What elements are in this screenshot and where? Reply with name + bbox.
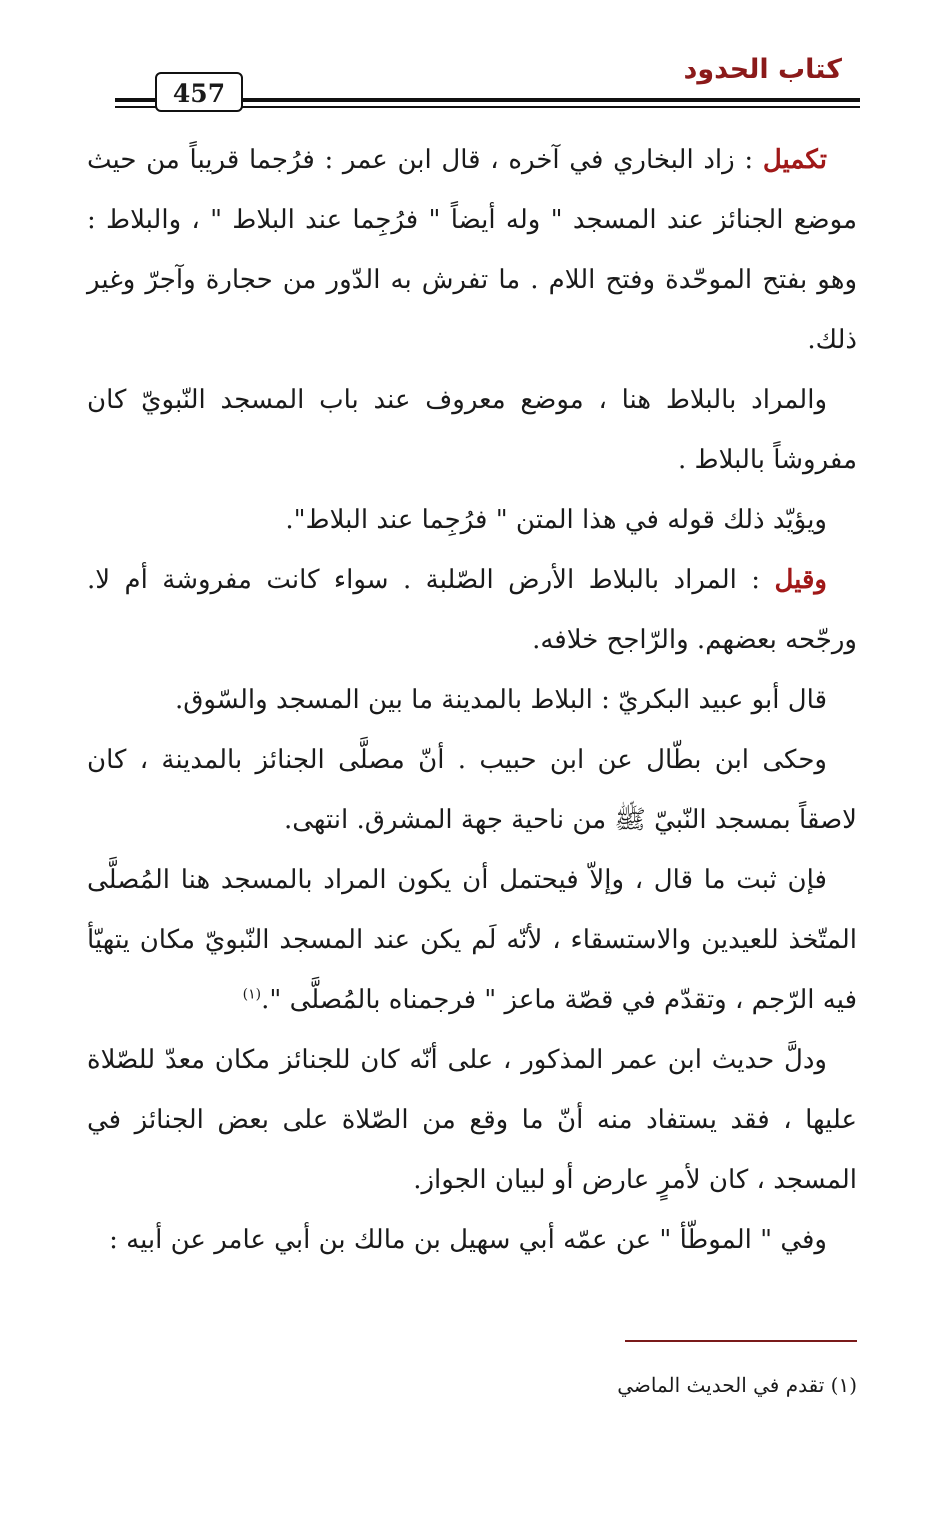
paragraph-text: : زاد البخاري في آخره ، قال ابن عمر : فرُجما قريباً من حيث موضع الجنائز عند المسجد " وله أيضاً " فرُجِما عند البلاط " ، والبلاط : وهو بفتح الموحّدة وفتح اللام . ما تفرش به الدّور من حجارة وآجرّ وغير ذلك. bbox=[87, 145, 857, 355]
paragraph bbox=[87, 550, 857, 670]
footnote-marker[interactable]: (١) bbox=[242, 986, 262, 1003]
paragraph-label: تكميل bbox=[762, 145, 827, 175]
paragraph bbox=[87, 670, 857, 730]
paragraph-text: وحكى ابن بطّال عن ابن حبيب . أنّ مصلَّى الجنائز بالمدينة ، كان لاصقاً بمسجد النّبيّ ﷺ من ناحية جهة المشرق. انتهى. bbox=[87, 745, 857, 835]
paragraph bbox=[87, 850, 857, 1030]
paragraph-text: قال أبو عبيد البكريّ : البلاط بالمدينة ما بين المسجد والسّوق. bbox=[174, 685, 827, 715]
paragraph-text: ويؤيّد ذلك قوله في هذا المتن " فرُجِما عند البلاط". bbox=[285, 505, 827, 535]
book-title: كتاب الحدود bbox=[683, 54, 842, 85]
main-text bbox=[87, 130, 857, 1270]
paragraph bbox=[87, 1030, 857, 1210]
paragraph bbox=[87, 1210, 857, 1270]
footnote: (١) تقدم في الحديث الماضي bbox=[617, 1373, 857, 1397]
paragraph bbox=[87, 130, 857, 370]
paragraph bbox=[87, 370, 857, 490]
paragraph-text: والمراد بالبلاط هنا ، موضع معروف عند باب المسجد النّبويّ كان مفروشاً بالبلاط . bbox=[87, 385, 857, 475]
paragraph-text: : المراد بالبلاط الأرض الصّلبة . سواء كانت مفروشة أم لا. ورجّحه بعضهم. والرّاجح خلافه. bbox=[87, 565, 857, 655]
paragraph-text: فإن ثبت ما قال ، وإلاّ فيحتمل أن يكون المراد بالمسجد هنا المُصلَّى المتّخذ للعيدين والاستسقاء ، لأنّه لَم يكن عند المسجد النّبويّ مكان يتهيّأ فيه الرّجم ، وتقدّم في قصّة ماعز " فرجمناه بالمُصلَّى ". bbox=[87, 865, 857, 1015]
page-number: 457 bbox=[155, 72, 243, 112]
paragraph-label: وقيل bbox=[774, 565, 827, 595]
paragraph-text: وفي " الموطّأ " عن عمّه أبي سهيل بن مالك بن أبي عامر عن أبيه : bbox=[109, 1225, 827, 1255]
footnote-separator bbox=[625, 1340, 857, 1342]
paragraph bbox=[87, 490, 857, 550]
paragraph bbox=[87, 730, 857, 850]
paragraph-text: ودلَّ حديث ابن عمر المذكور ، على أنّه كان للجنائز مكان معدّ للصّلاة عليها ، فقد يستفاد منه أنّ ما وقع من الصّلاة على بعض الجنائز في المسجد ، كان لأمرٍ عارض أو لبيان الجواز. bbox=[87, 1045, 857, 1195]
